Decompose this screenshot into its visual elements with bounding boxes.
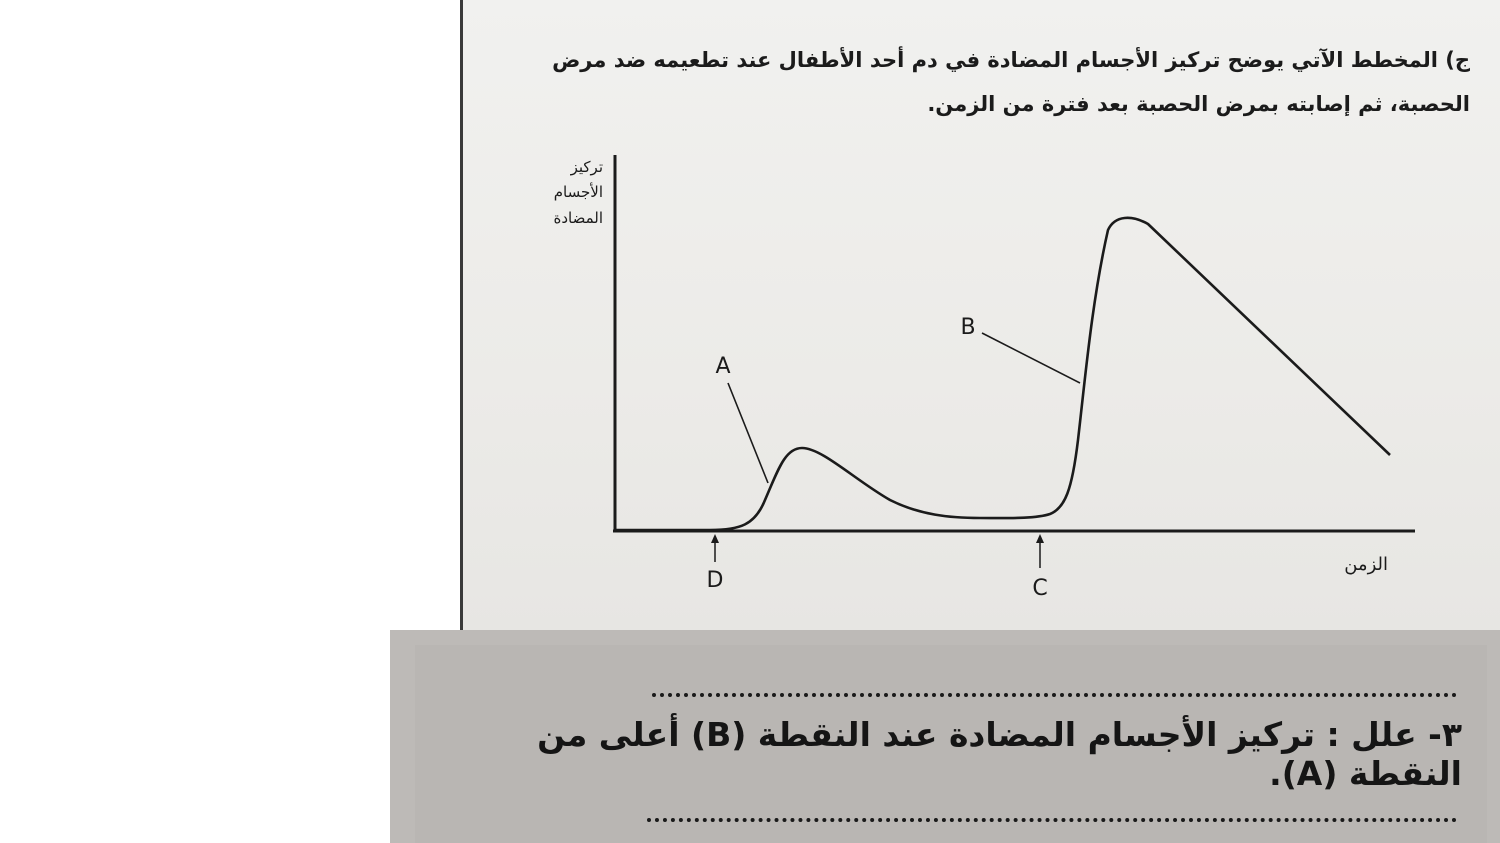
pointer-line-a bbox=[728, 383, 768, 483]
label-a: A bbox=[715, 354, 731, 379]
answer-line-dots bbox=[652, 693, 1457, 703]
worksheet-bottom bbox=[390, 630, 1500, 843]
arrow-d-head bbox=[711, 534, 719, 543]
question-text: ج) المخطط الآتي يوضح تركيز الأجسام المضادة في دم أحد الأطفال عند تطعيمه ضد مرض الحصبة، ثم إصابته بمرض الحصبة بعد فترة من الزمن. bbox=[552, 48, 1470, 116]
x-axis-label: الزمن bbox=[1344, 554, 1388, 575]
antibody-curve bbox=[615, 218, 1390, 530]
y-axis-label-line1: تركيز bbox=[570, 158, 603, 176]
antibody-graph bbox=[460, 0, 1500, 632]
pointer-line-b bbox=[982, 333, 1080, 383]
worksheet-top bbox=[460, 0, 1500, 632]
arrow-c-head bbox=[1036, 534, 1044, 543]
y-axis-label-line3: المضادة bbox=[553, 209, 603, 227]
question-3-text: ٣- علل : تركيز الأجسام المضادة عند النقطة (B) أعلى من النقطة (A). bbox=[537, 715, 1462, 793]
answer-area bbox=[415, 645, 1487, 843]
answer-line-dots-2 bbox=[647, 818, 1457, 828]
label-d: D bbox=[706, 568, 724, 593]
y-axis-label-line2: الأجسام bbox=[553, 183, 603, 201]
label-b: B bbox=[960, 315, 976, 340]
label-c: C bbox=[1032, 576, 1048, 601]
